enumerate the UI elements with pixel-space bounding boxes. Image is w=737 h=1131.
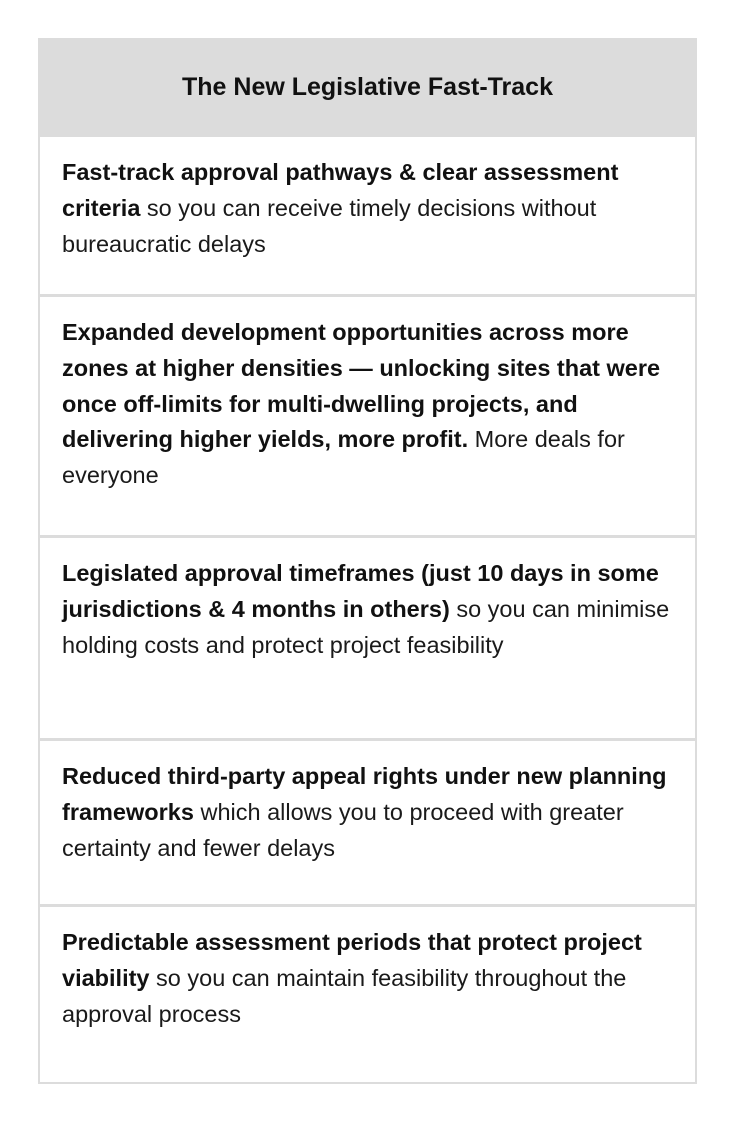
benefit-description: so you can minimise holding costs and protect project feasibility [62, 595, 670, 658]
benefit-row [40, 904, 695, 1084]
card-header [40, 40, 695, 134]
benefit-highlight: Expanded development opportunities across more zones at higher densities — unlocking sites that were once off-limits for multi-dwelling projects, and delivering higher yields, more profit. [62, 319, 661, 453]
benefit-highlight: Reduced third-party appeal rights under new planning frameworks [62, 763, 667, 825]
benefit-description: so you can receive timely decisions without bureaucratic delays [62, 194, 597, 257]
benefit-description: which allows you to proceed with greater certainty and fewer delays [62, 798, 624, 861]
benefit-row [40, 134, 695, 294]
benefit-description: so you can maintain feasibility throughout the approval process [62, 964, 627, 1027]
benefit-description: More deals for everyone [62, 426, 625, 489]
benefit-highlight: Fast-track approval pathways & clear assessment criteria [62, 159, 619, 221]
benefit-row [40, 294, 695, 535]
benefit-highlight: Legislated approval timeframes (just 10 days in some jurisdictions & 4 months in others) [62, 560, 659, 622]
benefit-row [40, 738, 695, 904]
card-title: The New Legislative Fast-Track [182, 72, 553, 101]
benefit-highlight: Predictable assessment periods that protect project viability [62, 929, 642, 991]
fast-track-card [38, 38, 697, 1084]
benefit-row [40, 535, 695, 738]
